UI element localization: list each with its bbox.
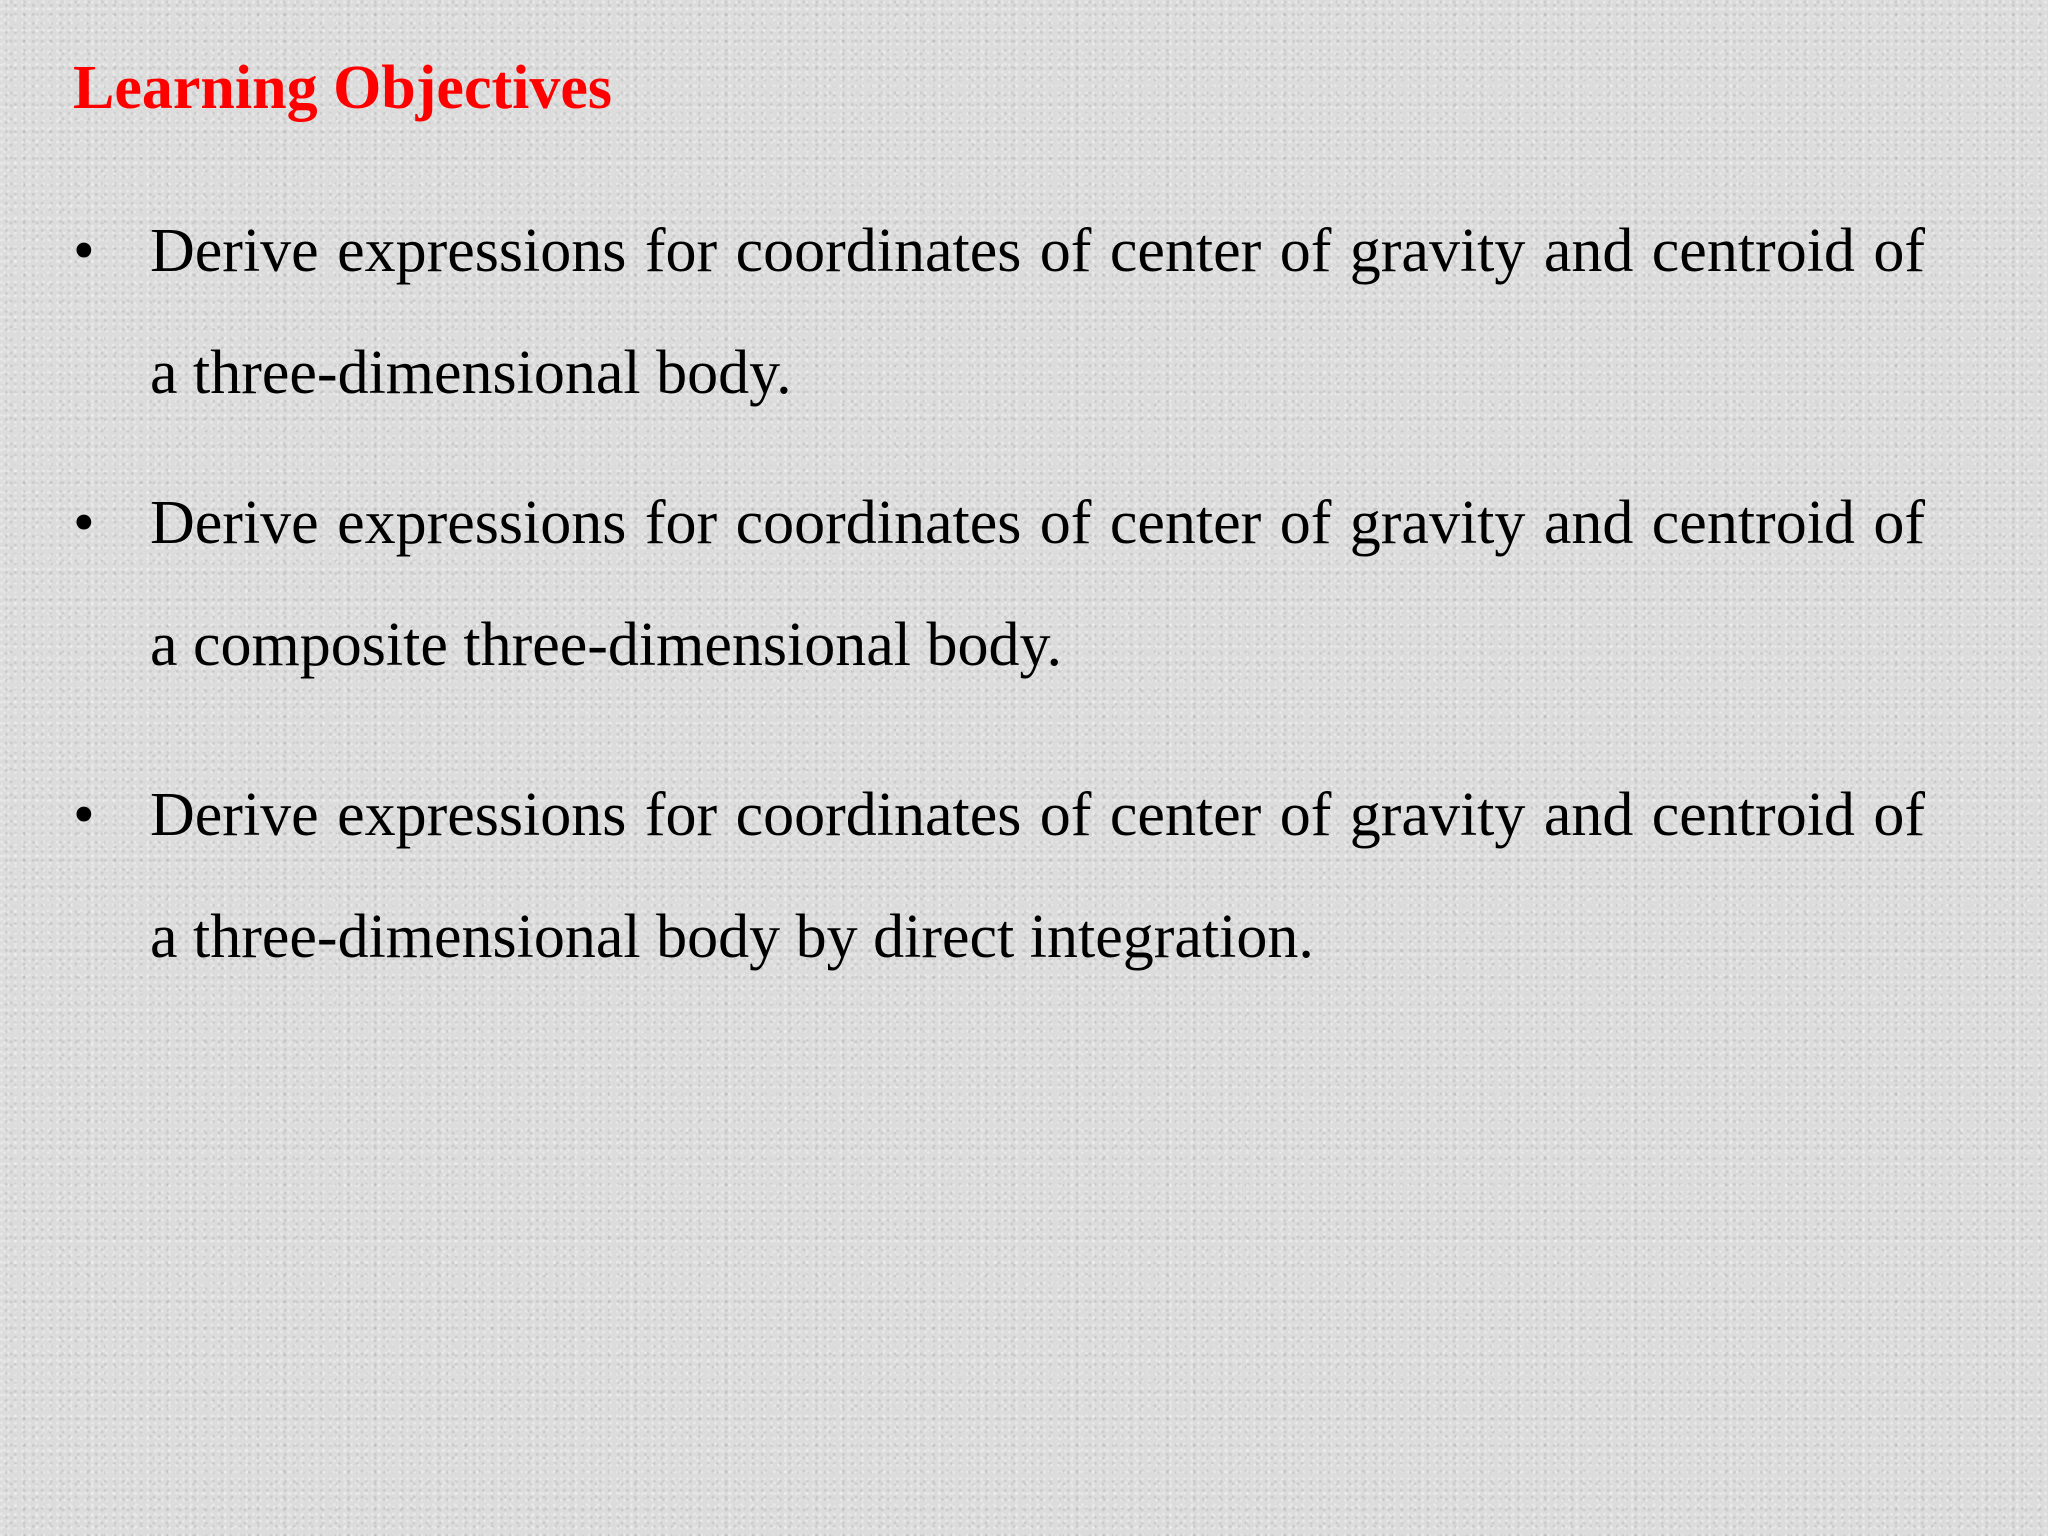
slide-title: Learning Objectives <box>73 54 612 122</box>
objective-text: Derive expressions for coordinates of center of gravity and centroid of a composite three-dimensional body. <box>150 489 1925 679</box>
objective-text: Derive expressions for coordinates of center of gravity and centroid of a three-dimensional body. <box>150 217 1925 407</box>
bullet-icon: • <box>73 781 95 849</box>
bullet-icon: • <box>73 489 95 557</box>
bullet-icon: • <box>73 217 95 285</box>
objectives-list <box>73 190 1925 998</box>
objective-item <box>73 754 1925 998</box>
objective-item <box>73 190 1925 434</box>
objective-item <box>73 462 1925 706</box>
objective-text: Derive expressions for coordinates of center of gravity and centroid of a three-dimensional body by direct integration. <box>150 781 1925 971</box>
